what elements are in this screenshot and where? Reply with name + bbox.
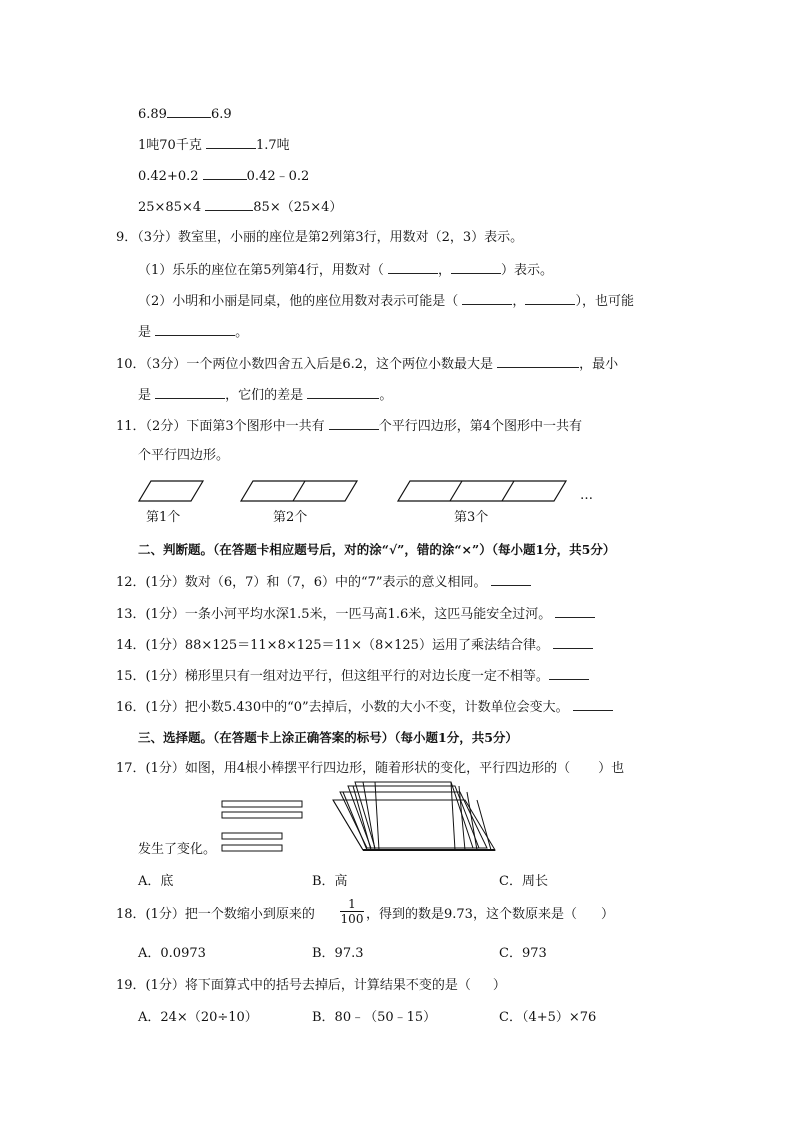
- compare-right: 1.7吨: [255, 138, 290, 153]
- question-9-part-2: （2）小明和小丽是同桌，他的座位用数对表示可能是（ ， ），也可能: [138, 291, 634, 311]
- compare-row-4: [138, 197, 342, 217]
- compare-row-2: [138, 135, 290, 155]
- compare-right: 85×（25×4）: [253, 200, 343, 215]
- q18-option-a[interactable]: A．0.0973: [138, 946, 206, 961]
- answer-blank[interactable]: [491, 572, 531, 586]
- q17-option-a[interactable]: A．底: [138, 874, 174, 889]
- fraction-one-hundredth: $\frac{1}{100}$: [340, 897, 364, 926]
- question-9-stem: 9．（3分）教室里，小丽的座位是第2列第3行，用数对（2，3）表示。: [116, 230, 524, 245]
- question-15: 15．(1分）梯形里只有一组对边平行，但这组平行的对边长度一定不相等。: [116, 666, 589, 686]
- q18-option-c[interactable]: C．973: [499, 946, 547, 961]
- q19-option-b[interactable]: B．80﹣（50﹣15）: [312, 1010, 437, 1025]
- compare-right: 6.9: [210, 107, 232, 122]
- answer-blank[interactable]: [451, 260, 501, 274]
- answer-blank[interactable]: [388, 260, 438, 274]
- q18-option-b[interactable]: B．97.3: [312, 946, 364, 961]
- continuation-dots: …: [580, 488, 593, 503]
- question-18-part-b: ，得到的数是9.73，这个数原来是（ ）: [366, 907, 614, 922]
- compare-row-1: [138, 104, 232, 124]
- figure-1-label: 第1个: [146, 510, 181, 525]
- question-16: 16．(1分）把小数5.430中的“0”去掉后，小数的大小不变，计数单位会变大。: [116, 697, 613, 717]
- compare-left: 25×85×4: [138, 200, 202, 215]
- compare-left: 6.89: [138, 107, 167, 122]
- question-18-part-a: 18．(1分）把一个数缩小到原来的: [116, 907, 315, 922]
- answer-blank[interactable]: [203, 166, 247, 180]
- figure-3-parallelograms: [398, 481, 566, 501]
- answer-blank[interactable]: [555, 604, 595, 618]
- sticks-parallelogram-figure: [215, 778, 515, 858]
- parallelogram-figures: [0, 477, 794, 517]
- compare-row-3: [138, 166, 309, 186]
- figure-3-label: 第3个: [454, 510, 489, 525]
- q19-option-a[interactable]: A．24×（20÷10）: [138, 1010, 258, 1025]
- section-2-heading: 二、判断题。（在答题卡相应题号后，对的涂“√”，错的涂“×”）（每小题1分，共5分）: [138, 542, 616, 557]
- question-14: 14．(1分）88×125＝11×8×125＝11×（8×125）运用了乘法结合律。: [116, 635, 593, 655]
- answer-blank[interactable]: [525, 291, 575, 305]
- compare-left: 0.42+0.2: [138, 169, 199, 184]
- compare-right: 0.42﹣0.2: [246, 169, 310, 184]
- question-10: 10．（3分）一个两位小数四舍五入后是6.2，这个两位小数最大是 ，最小: [116, 354, 618, 374]
- answer-blank[interactable]: [307, 385, 379, 399]
- answer-blank[interactable]: [329, 416, 379, 430]
- question-17-cont: 发生了变化。: [138, 842, 217, 857]
- q17-option-b[interactable]: B．高: [312, 874, 348, 889]
- answer-blank[interactable]: [497, 354, 579, 368]
- question-10-cont: 是 ，它们的差是 。: [138, 385, 392, 405]
- question-11: 11．（2分）下面第3个图形中一共有 个平行四边形，第4个图形中一共有: [116, 416, 582, 436]
- answer-blank[interactable]: [462, 291, 512, 305]
- figure-2-label: 第2个: [273, 510, 308, 525]
- answer-blank[interactable]: [549, 666, 589, 680]
- q17-option-c[interactable]: C．周长: [499, 874, 548, 889]
- question-19: 19．(1分）将下面算式中的括号去掉后，计算结果不变的是（ ）: [116, 978, 506, 993]
- answer-blank[interactable]: [155, 385, 225, 399]
- answer-blank[interactable]: [573, 697, 613, 711]
- question-9-part-1: （1）乐乐的座位在第5列第4行，用数对（ ， ）表示。: [138, 260, 553, 280]
- question-17: 17．(1分）如图，用4根小棒摆平行四边形，随着形状的变化，平行四边形的（ ）也: [116, 761, 625, 776]
- question-11-cont: 个平行四边形。: [138, 448, 230, 463]
- answer-blank[interactable]: [167, 104, 211, 118]
- answer-blank[interactable]: [553, 635, 593, 649]
- question-12: 12．(1分）数对（6，7）和（7，6）中的“7”表示的意义相同。: [116, 572, 531, 592]
- q19-option-c[interactable]: C．（4+5）×76: [499, 1010, 597, 1025]
- question-13: 13．(1分）一条小河平均水深1.5米，一匹马高1.6米，这匹马能安全过河。: [116, 604, 595, 624]
- section-3-heading: 三、选择题。（在答题卡上涂正确答案的标号）（每小题1分，共5分）: [138, 730, 518, 745]
- answer-blank[interactable]: [155, 322, 235, 336]
- answer-blank[interactable]: [205, 197, 253, 211]
- question-9-part-2-cont: 是 。: [138, 322, 248, 342]
- figure-1-parallelogram: [139, 481, 203, 501]
- answer-blank[interactable]: [206, 135, 256, 149]
- compare-left: 1吨70千克: [138, 138, 202, 153]
